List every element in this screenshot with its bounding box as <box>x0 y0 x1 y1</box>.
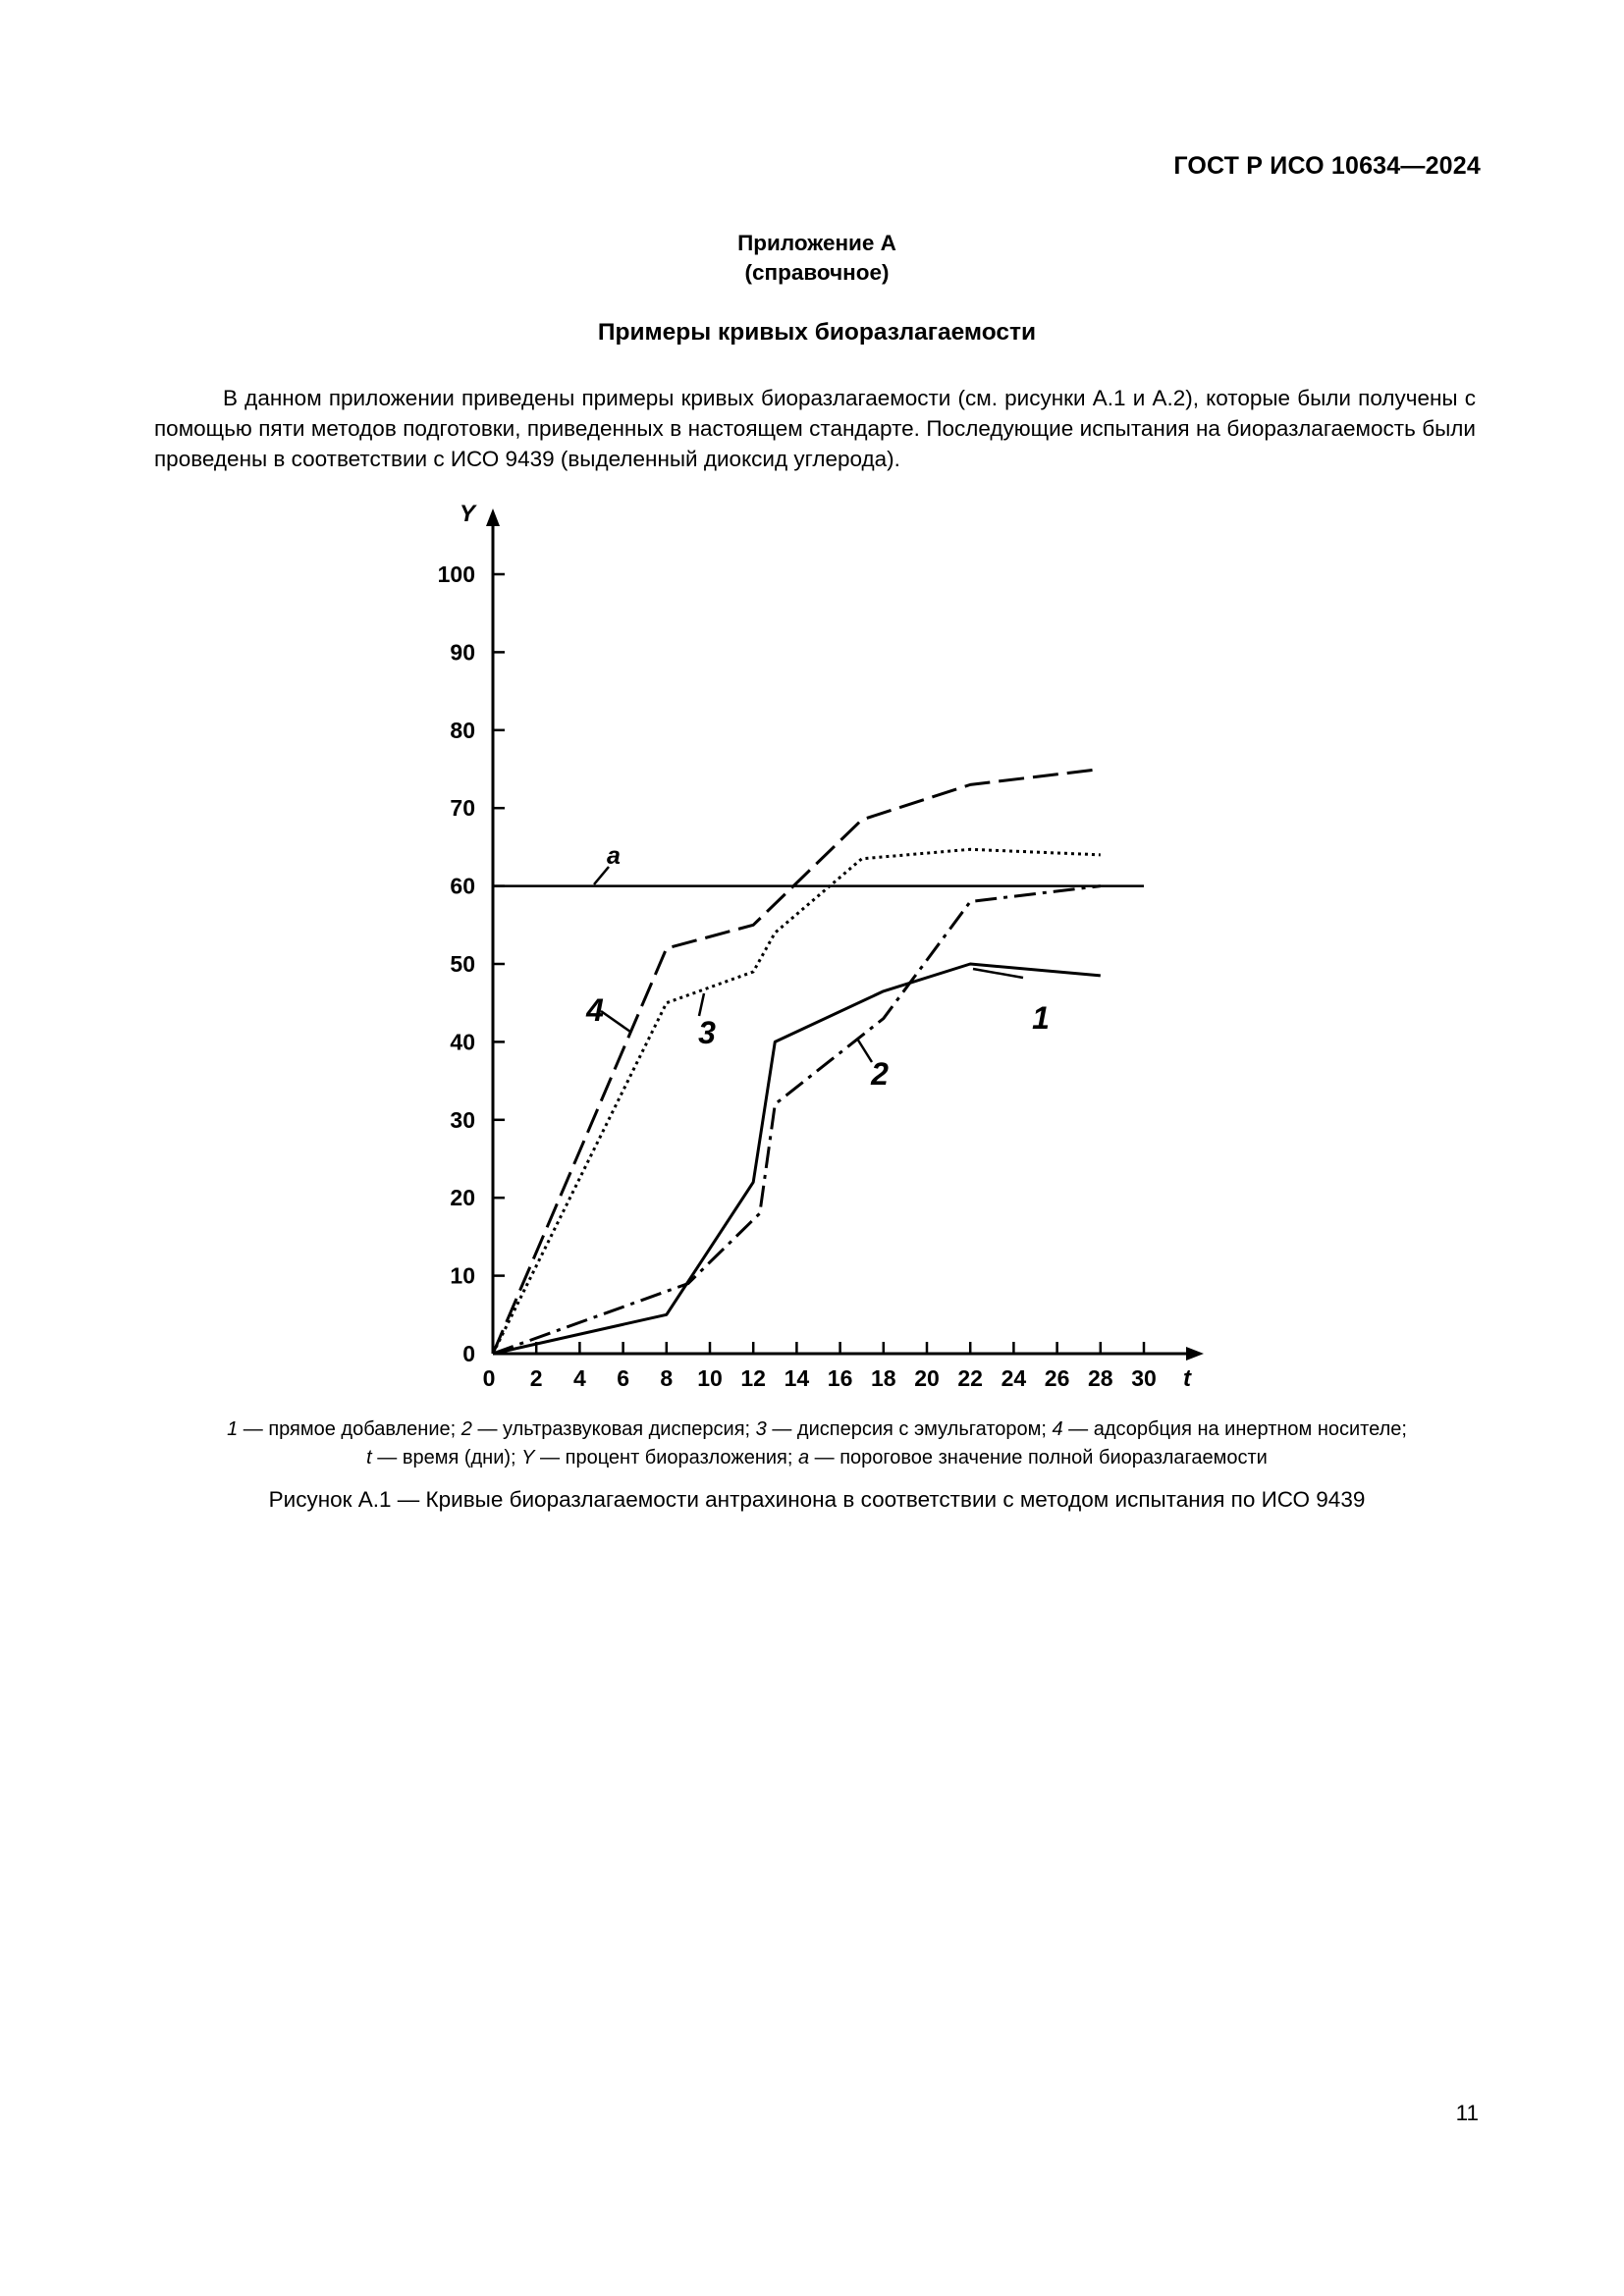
series-1-line <box>493 964 1101 1354</box>
chart-series-layer <box>493 770 1144 1355</box>
y-tick-label: 0 <box>462 1341 475 1366</box>
chart-axes <box>486 508 1204 1361</box>
legend-text: — прямое добавление; <box>238 1418 461 1440</box>
legend-key: 1 <box>227 1418 239 1440</box>
figure-caption: Рисунок А.1 — Кривые биоразлагаемости антрахинона в соответствии с методом испытания по ИСО 9439 <box>268 1487 1366 1512</box>
chart-labels-layer <box>438 501 1192 1392</box>
y-tick-label: 30 <box>450 1106 475 1133</box>
x-tick-label: 24 <box>1001 1365 1027 1391</box>
callout-label-3: 3 <box>698 1015 716 1050</box>
y-tick-label: 10 <box>450 1262 475 1289</box>
page-number: 11 <box>1455 2101 1479 2125</box>
legend-text: — дисперсия с эмульгатором; <box>766 1418 1053 1440</box>
legend-key: t <box>366 1447 372 1468</box>
legend-key: 3 <box>755 1418 767 1440</box>
x-tick-label: 30 <box>1131 1365 1157 1391</box>
x-tick-label: 8 <box>660 1365 674 1391</box>
x-tick-label: 12 <box>740 1365 766 1391</box>
annex-title: Приложение А <box>737 231 896 255</box>
x-tick-label: 28 <box>1088 1365 1113 1391</box>
x-tick-label: 18 <box>871 1365 896 1391</box>
x-tick-label: 26 <box>1044 1365 1070 1391</box>
legend-text: — пороговое значение полной биоразлагаемости <box>809 1447 1268 1468</box>
y-tick-label: 70 <box>450 795 475 822</box>
callout-label-1: 1 <box>1032 1000 1050 1036</box>
x-tick-label: 0 <box>482 1365 496 1391</box>
legend-key: 2 <box>460 1418 472 1440</box>
x-tick-label: 14 <box>784 1365 810 1391</box>
y-tick-label: 50 <box>450 951 475 977</box>
y-tick-label: 90 <box>450 639 475 666</box>
x-tick-label: 16 <box>827 1365 853 1391</box>
x-tick-label: 4 <box>573 1365 586 1391</box>
x-tick-label: 10 <box>697 1365 723 1391</box>
callout-label-4: 4 <box>586 992 604 1028</box>
legend-key: a <box>797 1447 810 1468</box>
series-3-line <box>493 849 1101 1354</box>
x-axis-arrow <box>1186 1347 1204 1361</box>
y-tick-label: 80 <box>450 717 475 743</box>
annex-status: (справочное) <box>744 260 890 285</box>
legend-text: — адсорбция на инертном носителе; <box>1062 1418 1407 1440</box>
intro-paragraph: В данном приложении приведены примеры кривых биоразлагаемости (см. рисунки А.1 и А.2), которые были получены с помощью пяти методов подготовки, приведенных в настоящем стандарте. Последующие испытания на биоразлагаемость были проведены в соответствии с ИСО 9439 (выделенный диоксид углерода). <box>154 386 1476 471</box>
section-heading: Примеры кривых биоразлагаемости <box>597 319 1037 346</box>
legend-key: Y <box>521 1447 535 1468</box>
x-tick-label: 6 <box>617 1365 629 1391</box>
x-axis-label: t <box>1183 1365 1191 1392</box>
legend-line-2 <box>366 1447 1268 1468</box>
legend-text: — процент биоразложения; <box>534 1447 798 1468</box>
callout-label-2: 2 <box>871 1056 889 1092</box>
series-2-line <box>493 886 1101 1354</box>
x-tick-label: 20 <box>914 1365 940 1391</box>
callout-leader <box>973 969 1023 978</box>
x-tick-label: 22 <box>957 1365 983 1391</box>
callout-leader <box>699 993 704 1016</box>
callout-leader <box>601 1011 630 1032</box>
legend-text: — время (дни); <box>371 1447 522 1468</box>
y-axis-label: Y <box>459 501 476 527</box>
y-tick-label: 40 <box>450 1029 475 1055</box>
legend-line-1 <box>227 1418 1407 1440</box>
y-tick-label: 100 <box>437 561 475 587</box>
figure-legend <box>147 1415 1487 1472</box>
standard-code: ГОСТ Р ИСО 10634—2024 <box>1173 152 1481 180</box>
callout-label-a: a <box>607 842 621 870</box>
legend-text: — ультразвуковая дисперсия; <box>471 1418 756 1440</box>
series-4-line <box>493 770 1101 1355</box>
y-tick-label: 20 <box>450 1185 475 1211</box>
y-tick-label: 60 <box>450 873 475 899</box>
y-axis-arrow <box>486 508 500 526</box>
legend-key: 4 <box>1052 1418 1063 1440</box>
callout-leader <box>857 1039 872 1062</box>
x-tick-label: 2 <box>529 1365 543 1391</box>
